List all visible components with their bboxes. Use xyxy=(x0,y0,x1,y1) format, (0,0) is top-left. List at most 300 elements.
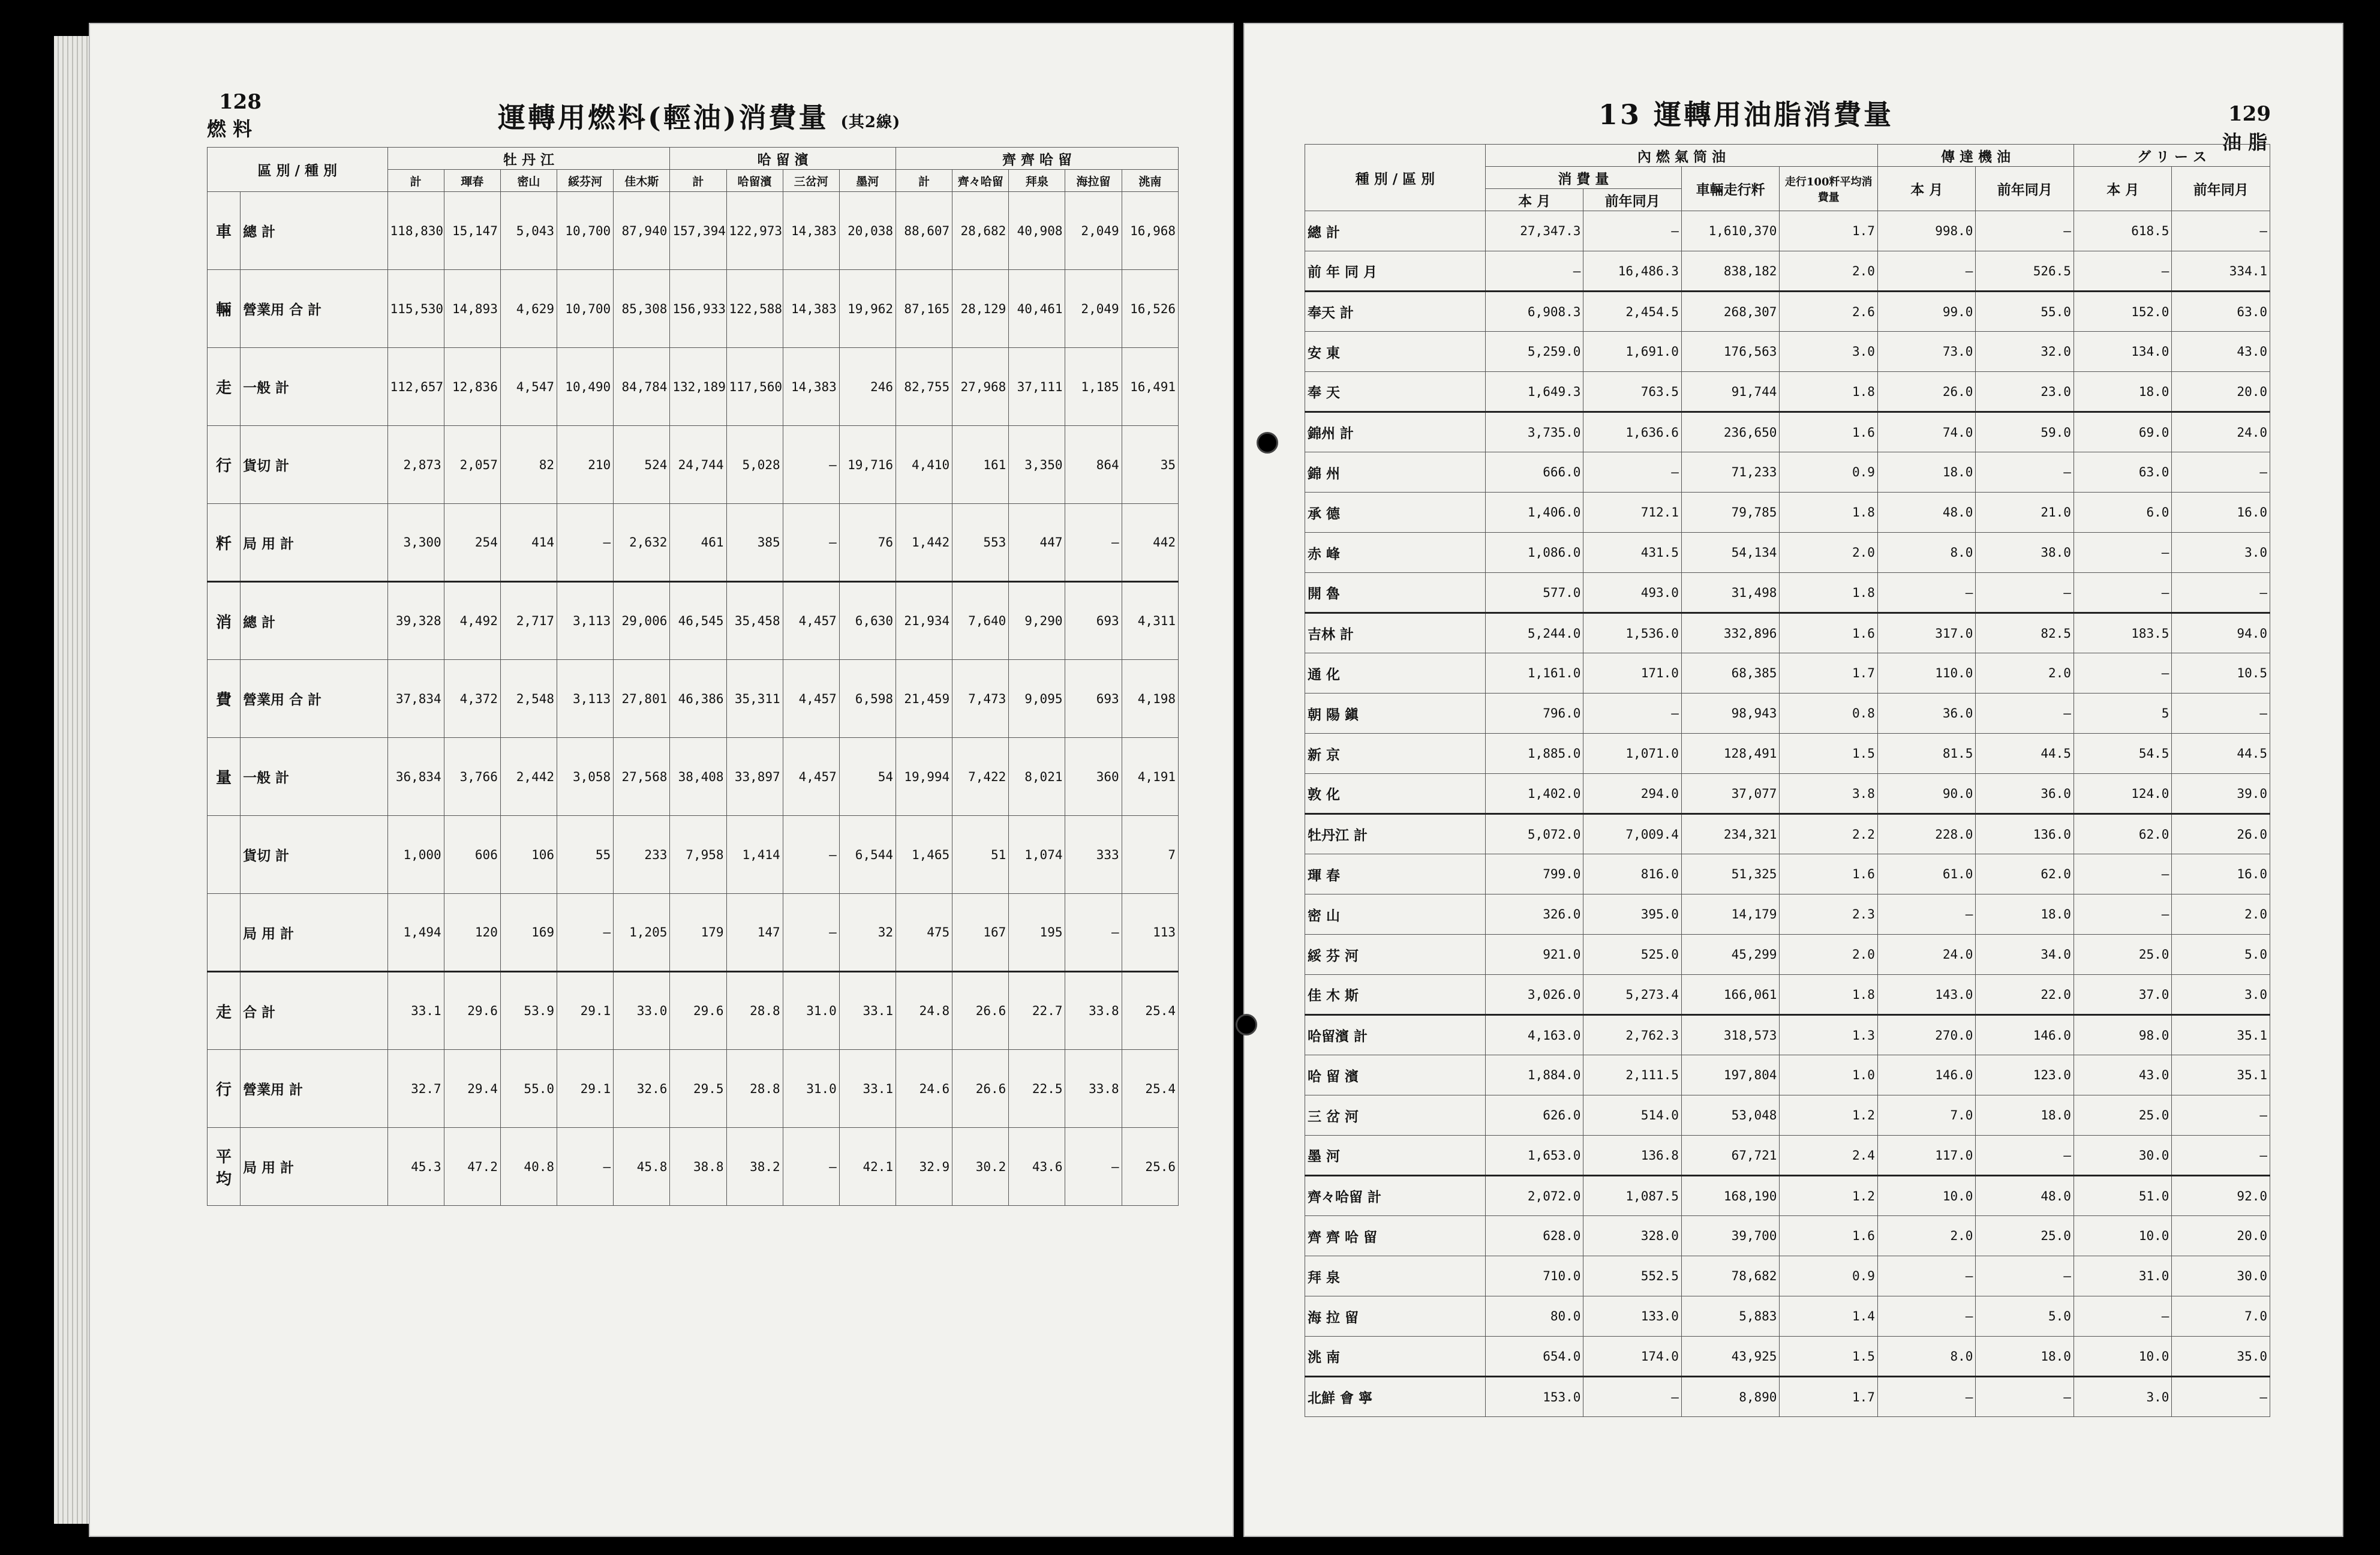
row-label: 朝 陽 鎭 xyxy=(1305,694,1486,734)
h-g1: 內 燃 氣 筒 油 xyxy=(1485,145,1877,167)
table-cell: 712.1 xyxy=(1583,493,1682,533)
table-cell: 84,784 xyxy=(614,348,670,426)
table-cell: 67,721 xyxy=(1681,1136,1780,1176)
table-cell: 35,458 xyxy=(726,582,783,660)
table-cell: 1.8 xyxy=(1780,975,1878,1015)
table-cell: 4,629 xyxy=(500,270,557,348)
table-cell: 493.0 xyxy=(1583,573,1682,613)
table-cell: 606 xyxy=(444,816,500,894)
table-cell: 54.5 xyxy=(2074,734,2172,774)
table-cell: 16,486.3 xyxy=(1583,251,1682,292)
table-cell: — xyxy=(1877,573,1976,613)
table-cell: 0.9 xyxy=(1780,1256,1878,1296)
table-cell: 6,630 xyxy=(839,582,895,660)
table-cell: 31.0 xyxy=(783,972,839,1050)
table-cell: 1.4 xyxy=(1780,1296,1878,1337)
table-cell: 2,049 xyxy=(1065,192,1122,270)
table-cell: 1,086.0 xyxy=(1485,533,1583,573)
column-header: 計 xyxy=(387,170,444,192)
table-cell: 9,290 xyxy=(1009,582,1065,660)
gh4: 留 xyxy=(776,151,790,168)
table-cell: 40,908 xyxy=(1009,192,1065,270)
gh1: 丹 xyxy=(521,151,536,168)
table-cell: 48.0 xyxy=(1877,493,1976,533)
table-cell: 5,883 xyxy=(1681,1296,1780,1337)
table-cell: — xyxy=(1877,251,1976,292)
table-cell: 153.0 xyxy=(1485,1377,1583,1417)
table-cell: 25.4 xyxy=(1122,972,1178,1050)
table-cell: 1,185 xyxy=(1065,348,1122,426)
row-label: 安 東 xyxy=(1305,332,1486,372)
binding-hole xyxy=(1236,1014,1257,1035)
table-cell: 43,925 xyxy=(1681,1337,1780,1377)
table-cell: 78,682 xyxy=(1681,1256,1780,1296)
row-label: 洮 南 xyxy=(1305,1337,1486,1377)
table-cell: 334.1 xyxy=(2172,251,2270,292)
table-cell: 3.8 xyxy=(1780,774,1878,814)
table-cell: — xyxy=(1583,1377,1682,1417)
row-label: 通 化 xyxy=(1305,653,1486,694)
column-header: 佳木斯 xyxy=(614,170,670,192)
table-cell: 3,766 xyxy=(444,738,500,816)
table-cell: 1,442 xyxy=(896,504,952,582)
table-cell: 24.6 xyxy=(896,1050,952,1128)
table-cell: 35.1 xyxy=(2172,1055,2270,1095)
table-cell: — xyxy=(2074,251,2172,292)
table-cell: 268,307 xyxy=(1681,292,1780,332)
row-label: 錦州 計 xyxy=(1305,412,1486,452)
table-row xyxy=(1305,1136,2270,1176)
table-cell: 169 xyxy=(500,894,557,972)
table-cell: 40,461 xyxy=(1009,270,1065,348)
row-label: 營業用 計 xyxy=(241,1050,387,1128)
column-header: 計 xyxy=(670,170,726,192)
table-cell: 246 xyxy=(839,348,895,426)
row-label: 總 計 xyxy=(241,582,387,660)
table-cell: 763.5 xyxy=(1583,372,1682,412)
table-cell: 31.0 xyxy=(783,1050,839,1128)
table-cell: 195 xyxy=(1009,894,1065,972)
table-cell: 1.6 xyxy=(1780,1216,1878,1256)
table-cell: 1.0 xyxy=(1780,1055,1878,1095)
table-cell: 132,189 xyxy=(670,348,726,426)
table-cell: 71,233 xyxy=(1681,452,1780,493)
table-cell: 10.5 xyxy=(2172,653,2270,694)
table-cell: 7.0 xyxy=(2172,1296,2270,1337)
table-cell: — xyxy=(2172,573,2270,613)
table-cell: 4,457 xyxy=(783,582,839,660)
table-cell: — xyxy=(2074,894,2172,935)
table-cell: 113 xyxy=(1122,894,1178,972)
row-label: 赤 峰 xyxy=(1305,533,1486,573)
row-group-label: 行 xyxy=(208,426,241,504)
table-cell: 32.9 xyxy=(896,1128,952,1206)
table-cell: — xyxy=(2172,211,2270,251)
table-cell: 1.7 xyxy=(1780,1377,1878,1417)
table-cell: 27,568 xyxy=(614,738,670,816)
row-label: 局 用 計 xyxy=(241,894,387,972)
table-cell: 32.6 xyxy=(614,1050,670,1128)
h-g1a1: 本 月 xyxy=(1485,189,1583,211)
table-cell: 51 xyxy=(952,816,1009,894)
row-label: 哈留濱 計 xyxy=(1305,1015,1486,1055)
table-cell: 447 xyxy=(1009,504,1065,582)
table-cell: 1.5 xyxy=(1780,1337,1878,1377)
table-cell: — xyxy=(2074,854,2172,894)
table-row xyxy=(1305,774,2270,814)
table-cell: 46,386 xyxy=(670,660,726,738)
table-cell: 524 xyxy=(614,426,670,504)
table-cell: 5,259.0 xyxy=(1485,332,1583,372)
row-label: 合 計 xyxy=(241,972,387,1050)
table-row xyxy=(1305,211,2270,251)
table-row xyxy=(208,192,1179,270)
table-cell: 79,785 xyxy=(1681,493,1780,533)
table-cell: 1.6 xyxy=(1780,613,1878,653)
row-group-label: 量 xyxy=(208,738,241,816)
table-cell: — xyxy=(2172,1377,2270,1417)
table-cell: 59.0 xyxy=(1976,412,2074,452)
table-cell: 51,325 xyxy=(1681,854,1780,894)
table-cell: 10.0 xyxy=(2074,1216,2172,1256)
row-group-label xyxy=(208,816,241,894)
table-cell: 20.0 xyxy=(2172,372,2270,412)
table-cell: 32.7 xyxy=(387,1050,444,1128)
table-cell: 23.0 xyxy=(1976,372,2074,412)
table-cell: 21,459 xyxy=(896,660,952,738)
table-cell: — xyxy=(557,504,614,582)
table-cell: 318,573 xyxy=(1681,1015,1780,1055)
table-cell: 35,311 xyxy=(726,660,783,738)
table-cell: 3,113 xyxy=(557,660,614,738)
table-row xyxy=(1305,734,2270,774)
table-cell: 18.0 xyxy=(1877,452,1976,493)
table-cell: 1,494 xyxy=(387,894,444,972)
table-cell: 4,163.0 xyxy=(1485,1015,1583,1055)
right-title-text: 運轉用油脂消費量 xyxy=(1654,98,1894,131)
table-cell: 7,958 xyxy=(670,816,726,894)
table-cell: 36.0 xyxy=(1976,774,2074,814)
table-cell: 526.5 xyxy=(1976,251,2074,292)
table-cell: 38,408 xyxy=(670,738,726,816)
right-table-number: 13 xyxy=(1598,98,1642,131)
table-cell: 38.2 xyxy=(726,1128,783,1206)
row-label: 營業用 合 計 xyxy=(241,660,387,738)
table-cell: 69.0 xyxy=(2074,412,2172,452)
table-cell: 179 xyxy=(670,894,726,972)
table-row xyxy=(1305,1176,2270,1216)
table-cell: 4,410 xyxy=(896,426,952,504)
table-cell: 4,372 xyxy=(444,660,500,738)
row-label: 貨切 計 xyxy=(241,426,387,504)
left-table-corner: 區 別 / 種 別 xyxy=(208,148,388,192)
table-cell: 120 xyxy=(444,894,500,972)
table-cell: 1,536.0 xyxy=(1583,613,1682,653)
table-row xyxy=(1305,694,2270,734)
table-cell: 33.8 xyxy=(1065,972,1122,1050)
table-cell: 98.0 xyxy=(2074,1015,2172,1055)
table-cell: 270.0 xyxy=(1877,1015,1976,1055)
table-cell: 63.0 xyxy=(2074,452,2172,493)
table-cell: 3,026.0 xyxy=(1485,975,1583,1015)
table-cell: 45,299 xyxy=(1681,935,1780,975)
table-cell: 18.0 xyxy=(2074,372,2172,412)
table-row xyxy=(1305,894,2270,935)
table-cell: 233 xyxy=(614,816,670,894)
table-cell: 1,610,370 xyxy=(1681,211,1780,251)
table-row xyxy=(1305,1337,2270,1377)
table-cell: 87,165 xyxy=(896,270,952,348)
table-cell: 43.6 xyxy=(1009,1128,1065,1206)
table-cell: — xyxy=(1976,452,2074,493)
table-cell: 1,205 xyxy=(614,894,670,972)
table-cell: 7,473 xyxy=(952,660,1009,738)
table-cell: — xyxy=(1583,694,1682,734)
table-cell: 461 xyxy=(670,504,726,582)
table-cell: 20,038 xyxy=(839,192,895,270)
table-cell: — xyxy=(1065,504,1122,582)
table-cell: 2.3 xyxy=(1780,894,1878,935)
table-cell: 42.1 xyxy=(839,1128,895,1206)
column-header: 計 xyxy=(896,170,952,192)
row-label: 敦 化 xyxy=(1305,774,1486,814)
table-row xyxy=(1305,1377,2270,1417)
gh7: 齊 xyxy=(1021,151,1035,168)
table-cell: 18.0 xyxy=(1976,1337,2074,1377)
table-cell: 14,383 xyxy=(783,270,839,348)
table-cell: 33.1 xyxy=(839,1050,895,1128)
table-cell: 514.0 xyxy=(1583,1095,1682,1136)
table-cell: — xyxy=(1976,1256,2074,1296)
binding-hole xyxy=(1257,432,1278,454)
table-cell: 32 xyxy=(839,894,895,972)
table-cell: 0.9 xyxy=(1780,452,1878,493)
table-cell: 1.6 xyxy=(1780,854,1878,894)
table-cell: 2.0 xyxy=(1976,653,2074,694)
table-cell: 8.0 xyxy=(1877,533,1976,573)
table-cell: 5,028 xyxy=(726,426,783,504)
table-cell: 37,077 xyxy=(1681,774,1780,814)
table-cell: — xyxy=(2074,573,2172,613)
row-label: 一般 計 xyxy=(241,348,387,426)
table-cell: 5.0 xyxy=(1976,1296,2074,1337)
table-cell: 156,933 xyxy=(670,270,726,348)
table-cell: 122,588 xyxy=(726,270,783,348)
table-row xyxy=(1305,814,2270,854)
table-cell: 4,191 xyxy=(1122,738,1178,816)
table-cell: 2.0 xyxy=(1877,1216,1976,1256)
table-cell: 1,087.5 xyxy=(1583,1176,1682,1216)
table-row xyxy=(208,894,1179,972)
table-cell: 5,043 xyxy=(500,192,557,270)
table-cell: 1.8 xyxy=(1780,573,1878,613)
table-cell: 110.0 xyxy=(1877,653,1976,694)
table-cell: 1,071.0 xyxy=(1583,734,1682,774)
table-cell: 3.0 xyxy=(2172,533,2270,573)
table-cell: 30.0 xyxy=(2074,1136,2172,1176)
table-cell: 22.0 xyxy=(1976,975,2074,1015)
table-cell: 45.3 xyxy=(387,1128,444,1206)
table-cell: — xyxy=(2074,1296,2172,1337)
table-cell: — xyxy=(1976,694,2074,734)
table-cell: 29,006 xyxy=(614,582,670,660)
table-cell: 16,968 xyxy=(1122,192,1178,270)
table-cell: 294.0 xyxy=(1583,774,1682,814)
table-cell: 21.0 xyxy=(1976,493,2074,533)
row-label: 奉天 計 xyxy=(1305,292,1486,332)
table-row xyxy=(1305,1296,2270,1337)
table-cell: 9,095 xyxy=(1009,660,1065,738)
table-cell: 32.0 xyxy=(1976,332,2074,372)
left-data-table xyxy=(207,147,1179,1206)
table-cell: — xyxy=(1485,251,1583,292)
table-cell: 197,804 xyxy=(1681,1055,1780,1095)
table-cell: 14,893 xyxy=(444,270,500,348)
gh8: 哈 xyxy=(1039,151,1054,168)
row-group-label: 平均 xyxy=(208,1128,241,1206)
table-cell: 53.9 xyxy=(500,972,557,1050)
table-cell: 44.5 xyxy=(1976,734,2074,774)
table-cell: 2,717 xyxy=(500,582,557,660)
table-row xyxy=(208,972,1179,1050)
table-cell: 693 xyxy=(1065,660,1122,738)
table-cell: 326.0 xyxy=(1485,894,1583,935)
table-cell: 73.0 xyxy=(1877,332,1976,372)
table-cell: 33.1 xyxy=(839,972,895,1050)
h-g3b: 前年同月 xyxy=(2172,167,2270,211)
table-cell: 5,072.0 xyxy=(1485,814,1583,854)
table-cell: 106 xyxy=(500,816,557,894)
table-cell: 24.8 xyxy=(896,972,952,1050)
table-cell: 90.0 xyxy=(1877,774,1976,814)
table-cell: 54,134 xyxy=(1681,533,1780,573)
table-cell: 385 xyxy=(726,504,783,582)
left-page-title xyxy=(498,96,900,136)
row-label: 前 年 同 月 xyxy=(1305,251,1486,292)
table-cell: 2,057 xyxy=(444,426,500,504)
table-cell: — xyxy=(783,816,839,894)
table-cell: — xyxy=(557,894,614,972)
gh0: 牡 xyxy=(503,151,517,168)
table-cell: 28,682 xyxy=(952,192,1009,270)
table-cell: 5,273.4 xyxy=(1583,975,1682,1015)
group-harbin xyxy=(670,148,896,170)
table-cell: 29.1 xyxy=(557,972,614,1050)
table-cell: 210 xyxy=(557,426,614,504)
table-cell: 1.2 xyxy=(1780,1176,1878,1216)
table-cell: 82,755 xyxy=(896,348,952,426)
table-cell: 10.0 xyxy=(2074,1337,2172,1377)
table-cell: 26.6 xyxy=(952,972,1009,1050)
table-cell: 838,182 xyxy=(1681,251,1780,292)
row-label: 齊 齊 哈 留 xyxy=(1305,1216,1486,1256)
table-row xyxy=(1305,251,2270,292)
table-cell: 167 xyxy=(952,894,1009,972)
table-cell: 28.8 xyxy=(726,1050,783,1128)
table-cell: 29.6 xyxy=(444,972,500,1050)
table-cell: 98,943 xyxy=(1681,694,1780,734)
row-label: 三 岔 河 xyxy=(1305,1095,1486,1136)
table-cell: 26.6 xyxy=(952,1050,1009,1128)
row-label: 總 計 xyxy=(1305,211,1486,251)
table-cell: 6,908.3 xyxy=(1485,292,1583,332)
table-cell: 146.0 xyxy=(1976,1015,2074,1055)
table-cell: 1.6 xyxy=(1780,412,1878,452)
table-cell: — xyxy=(1877,1256,1976,1296)
table-cell: 6.0 xyxy=(2074,493,2172,533)
table-cell: 92.0 xyxy=(2172,1176,2270,1216)
table-cell: 174.0 xyxy=(1583,1337,1682,1377)
table-cell: — xyxy=(2172,1095,2270,1136)
table-cell: 62.0 xyxy=(1976,854,2074,894)
row-label: 錦 州 xyxy=(1305,452,1486,493)
table-cell: 15,147 xyxy=(444,192,500,270)
row-label: 新 京 xyxy=(1305,734,1486,774)
table-cell: 99.0 xyxy=(1877,292,1976,332)
table-cell: 0.8 xyxy=(1780,694,1878,734)
table-cell: 33.1 xyxy=(387,972,444,1050)
table-row xyxy=(1305,1216,2270,1256)
table-cell: 157,394 xyxy=(670,192,726,270)
table-cell: 1,691.0 xyxy=(1583,332,1682,372)
table-cell: — xyxy=(783,1128,839,1206)
row-label: 哈 留 濱 xyxy=(1305,1055,1486,1095)
table-cell: 2.4 xyxy=(1780,1136,1878,1176)
h-g2: 傳 達 機 油 xyxy=(1877,145,2074,167)
row-label: 一般 計 xyxy=(241,738,387,816)
table-cell: 18.0 xyxy=(1976,1095,2074,1136)
table-cell: 3.0 xyxy=(2074,1377,2172,1417)
table-cell: 168,190 xyxy=(1681,1176,1780,1216)
table-cell: 2,454.5 xyxy=(1583,292,1682,332)
table-cell: 123.0 xyxy=(1976,1055,2074,1095)
table-cell: 19,994 xyxy=(896,738,952,816)
row-label: 琿 春 xyxy=(1305,854,1486,894)
table-cell: 2,632 xyxy=(614,504,670,582)
table-cell: 1,402.0 xyxy=(1485,774,1583,814)
column-header: 哈留濱 xyxy=(726,170,783,192)
row-label: 齊々哈留 計 xyxy=(1305,1176,1486,1216)
table-cell: 816.0 xyxy=(1583,854,1682,894)
table-cell: 48.0 xyxy=(1976,1176,2074,1216)
table-cell: 3,350 xyxy=(1009,426,1065,504)
table-cell: 55 xyxy=(557,816,614,894)
h-g1a2: 前年同月 xyxy=(1583,189,1682,211)
table-cell: — xyxy=(1976,211,2074,251)
table-cell: 61.0 xyxy=(1877,854,1976,894)
table-cell: 22.7 xyxy=(1009,972,1065,1050)
table-cell: 53,048 xyxy=(1681,1095,1780,1136)
table-cell: 136.8 xyxy=(1583,1136,1682,1176)
table-cell: 25.0 xyxy=(1976,1216,2074,1256)
table-cell: 38.0 xyxy=(1976,533,2074,573)
table-cell: 112,657 xyxy=(387,348,444,426)
h-g1c: 走行100粁平均消費量 xyxy=(1780,167,1878,211)
table-cell: 62.0 xyxy=(2074,814,2172,854)
rc-top: 種 別 xyxy=(1355,170,1388,187)
row-label: 密 山 xyxy=(1305,894,1486,935)
gh5: 濱 xyxy=(794,151,809,168)
table-cell: 147 xyxy=(726,894,783,972)
table-row xyxy=(1305,372,2270,412)
gh6: 齊 xyxy=(1002,151,1016,168)
table-cell: 4,311 xyxy=(1122,582,1178,660)
table-cell: 117.0 xyxy=(1877,1136,1976,1176)
table-cell: 30.0 xyxy=(2172,1256,2270,1296)
table-cell: 5 xyxy=(2074,694,2172,734)
row-group-label: 車 xyxy=(208,192,241,270)
table-cell: — xyxy=(2172,694,2270,734)
